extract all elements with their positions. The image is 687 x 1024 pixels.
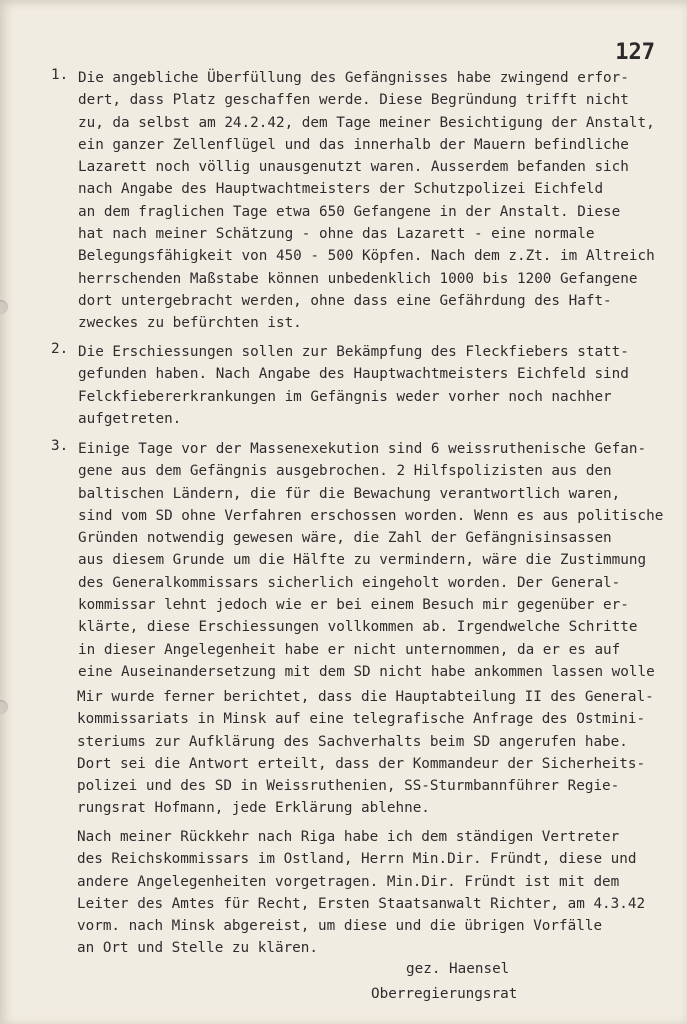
text-line: eine Auseinandersetzung mit dem SD nicht habe ankommen lassen wolle [78,663,655,680]
text-line: Leiter des Amtes für Recht, Ersten Staatsanwalt Richter, am 4.3.42 [77,895,646,912]
item-text [78,341,687,430]
text-line: sind vom SD ohne Verfahren erschossen worden. Wenn es aus politische [78,507,664,524]
item-number: 1. [51,67,69,83]
text-line: aufgetreten. [78,410,182,427]
text-line: baltischen Ländern, die für die Bewachung verantwortlich waren, [78,485,621,502]
paragraph-rueckkehr [77,826,687,960]
paragraph-hauptabteilung [77,686,687,820]
text-line: dort untergebracht werden, ohne dass eine Gefährdung des Haft- [78,292,612,309]
text-line: kommissariats in Minsk auf eine telegrafische Anfrage des Ostmini- [77,711,646,728]
text-line: an dem fraglichen Tage etwa 650 Gefangene in der Anstalt. Diese [78,203,621,220]
text-line: Nach meiner Rückkehr nach Riga habe ich dem ständigen Vertreter [77,829,620,845]
text-line: polizei und des SD in Weissruthenien, SS-Sturmbannführer Regie- [77,778,620,795]
item-text [78,438,687,683]
signature-title: Oberregierungsrat [371,986,518,1002]
text-line: zu, da selbst am 24.2.42, dem Tage meiner Besichtigung der Anstalt, [78,114,655,131]
text-line: an Ort und Stelle zu klären. [77,940,319,957]
text-line: rungsrat Hofmann, jede Erklärung ablehne. [77,800,430,817]
punch-hole [0,300,8,314]
text-line: ein ganzer Zellenflügel und das innerhalb der Mauern befindliche [78,136,629,153]
signature-name: gez. Haensel [406,961,510,977]
text-line: gefunden haben. Nach Angabe des Hauptwachtmeisters Eichfeld sind [78,366,629,383]
text-line: des Generalkommissars sicherlich eingeholt worden. Der General- [78,574,621,591]
text-line: aus diesem Grunde um die Hälfte zu vermindern, wäre die Zustimmung [78,552,647,569]
page-number: 127 [615,40,655,65]
text-line: Die angebliche Überfüllung des Gefängnisses habe zwingend erfor- [78,70,629,86]
text-line: herrschenden Maßstabe können unbedenklich 1000 bis 1200 Gefangene [78,270,638,287]
text-line: gene aus dem Gefängnis ausgebrochen. 2 Hilfspolizisten aus den [78,463,612,480]
text-line: Belegungsfähigkeit von 450 - 500 Köpfen. Nach dem z.Zt. im Altreich [78,248,655,265]
text-line: Mir wurde ferner berichtet, dass die Hauptabteilung II des General- [77,689,654,705]
text-line: dert, dass Platz geschaffen werde. Diese Begründung trifft nicht [78,92,629,109]
text-line: Einige Tage vor der Massenexekution sind 6 weissruthenische Gefan- [78,441,647,457]
text-line: Gründen notwendig gewesen wäre, die Zahl der Gefängnisinsassen [78,530,612,547]
text-line: klärte, diese Erschiessungen vollkommen ab. Irgendwelche Schritte [78,619,638,636]
text-line: steriums zur Aufklärung des Sachverhalts beim SD angerufen habe. [77,733,628,750]
text-line: Felckfiebererkrankungen im Gefängnis weder vorher noch nachher [78,388,612,405]
text-line: Lazarett noch völlig unausgenutzt waren. Ausserdem befanden sich [78,159,629,176]
item-text [78,67,687,335]
text-line: kommissar lehnt jedoch wie er bei einem Besuch mir gegenüber er- [78,597,629,614]
item-number: 2. [51,341,69,357]
text-line: vorm. nach Minsk abgereist, um diese und die übrigen Vorfälle [77,918,603,935]
item-number: 3. [51,438,69,454]
punch-hole [0,700,8,714]
text-line: in dieser Angelegenheit habe er nicht unternommen, da er es auf [78,641,621,658]
text-line: andere Angelegenheiten vorgetragen. Min.Dir. Fründt ist mit dem [77,873,620,890]
text-line: hat nach meiner Schätzung - ohne das Lazarett - eine normale [78,226,595,243]
text-line: des Reichskommissars im Ostland, Herrn Min.Dir. Fründt, diese und [77,851,637,868]
text-line: Die Erschiessungen sollen zur Bekämpfung des Fleckfiebers statt- [78,344,629,360]
text-line: nach Angabe des Hauptwachtmeisters der Schutzpolizei Eichfeld [78,181,604,198]
text-line: zweckes zu befürchten ist. [78,315,302,332]
text-line: Dort sei die Antwort erteilt, dass der Kommandeur der Sicherheits- [77,755,646,772]
